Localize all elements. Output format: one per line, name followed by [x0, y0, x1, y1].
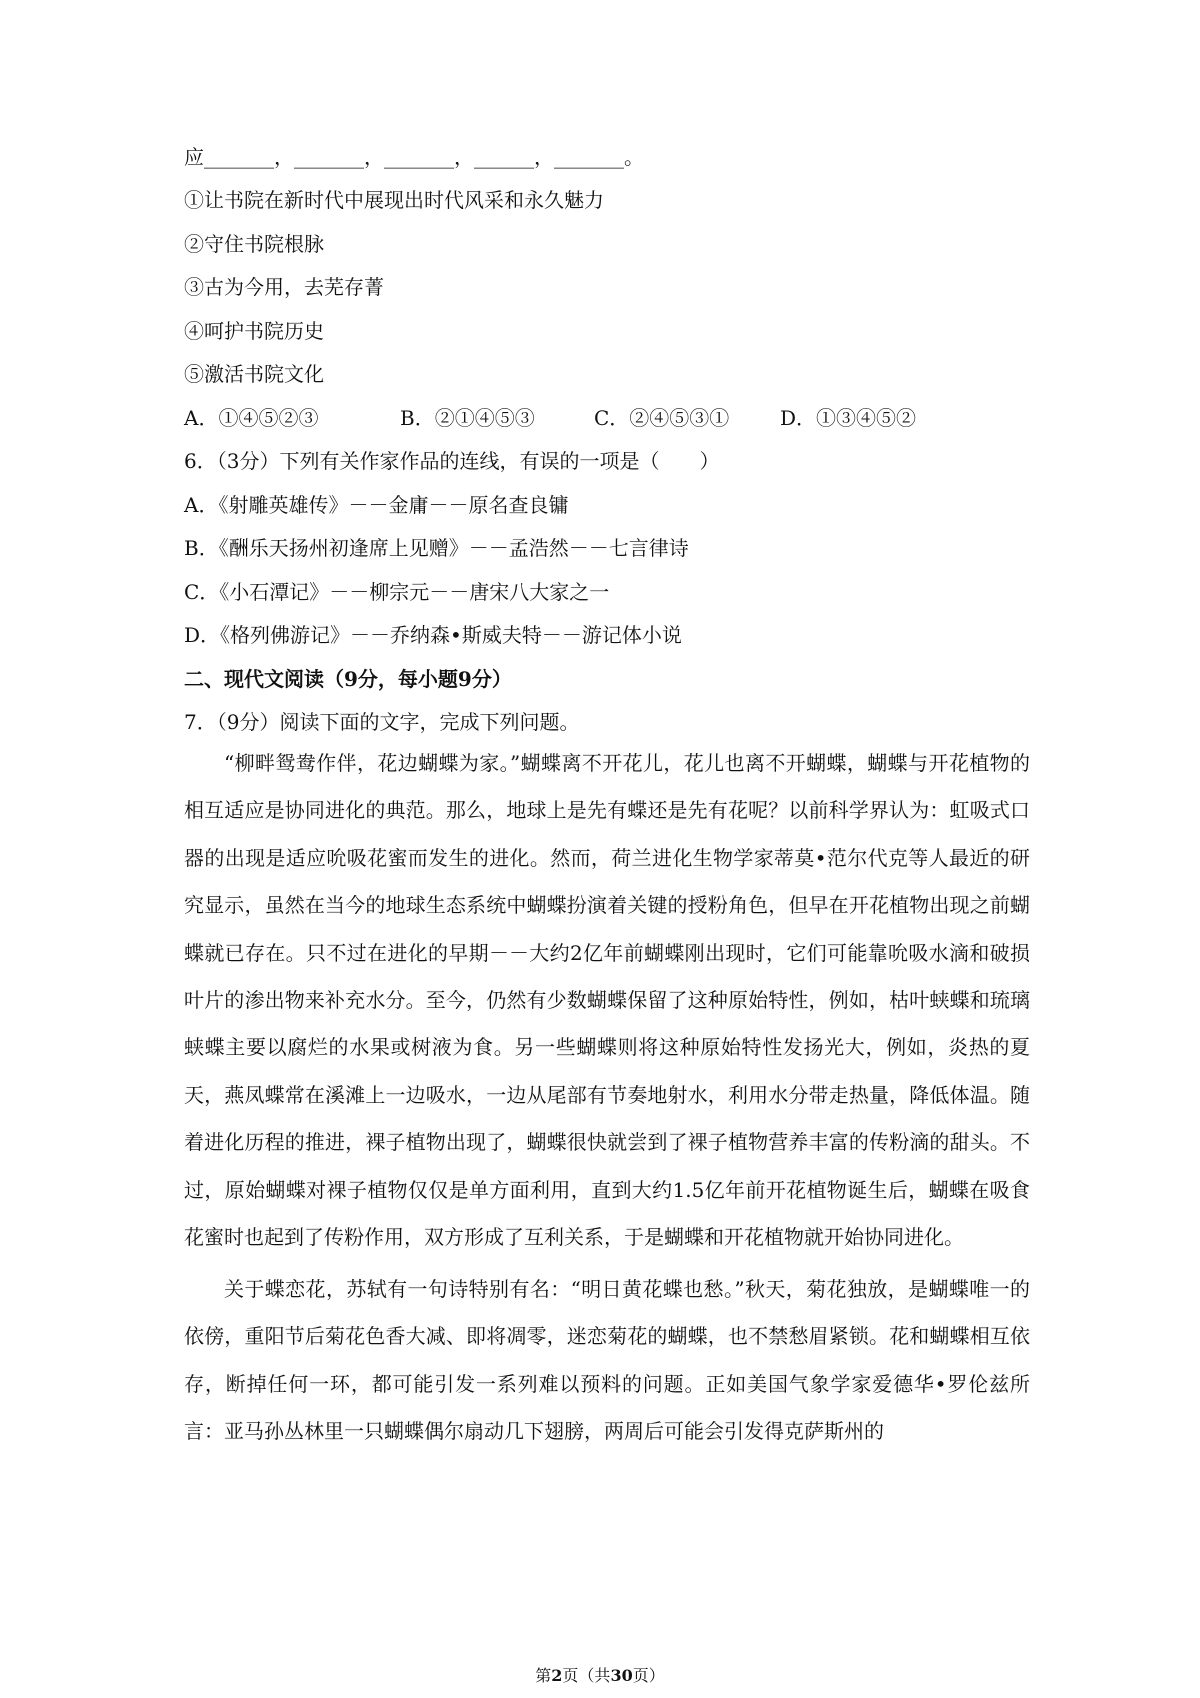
- q5-option-a: A．①④⑤②③: [184, 406, 319, 430]
- footer-middle: 页（共: [562, 1666, 611, 1685]
- sequence-item: ④呵护书院历史: [184, 319, 324, 343]
- q6-stem: 6．（3分）下列有关作家作品的连线，有误的一项是（ ）: [184, 449, 720, 473]
- footer-prefix: 第: [535, 1666, 552, 1685]
- fill-in-blank-line: 应_______，_______，_______，______，_______。: [184, 145, 644, 169]
- total-pages-number: 30: [610, 1666, 633, 1685]
- footer-suffix: 页）: [632, 1666, 665, 1685]
- reading-paragraph-1: “柳畔鸳鸯作伴，花边蝴蝶为家。”蝴蝶离不开花儿，花儿也离不开蝴蝶，蝴蝶与开花植物的相互适应是协同进化的典范。那么，地球上是先有蝶还是先有花呢？以前科学界认为：虹吸式口器的出现是适应吮吸花蜜而发生的进化。然而，荷兰进化生物学家蒂莫•范尔代克等人最近的研究显示，虽然在当今的地球生态系统中蝴蝶扮演着关键的授粉角色，但早在开花植物出现之前蝴蝶就已存在。只不过在进化的早期－－大约2亿年前蝴蝶刚出现时，它们可能靠吮吸水滴和破损叶片的渗出物来补充水分。至今，仍然有少数蝴蝶保留了这种原始特性，例如，枯叶蛱蝶和琉璃蛱蝶主要以腐烂的水果或树液为食。另一些蝴蝶则将这种原始特性发扬光大，例如，炎热的夏天，燕凤蝶常在溪滩上一边吸水，一边从尾部有节奏地射水，利用水分带走热量，降低体温。随着进化历程的推进，裸子植物出现了，蝴蝶很快就尝到了裸子植物营养丰富的传粉滴的甜头。不过，原始蝴蝶对裸子植物仅仅是单方面利用，直到大约1.5亿年前开花植物诞生后，蝴蝶在吸食花蜜时也起到了传粉作用，双方形成了互利关系，于是蝴蝶和开花植物就开始协同进化。: [184, 751, 1030, 1250]
- q5-option-d: D．①③④⑤②: [780, 406, 917, 430]
- sequence-item: ⑤激活书院文化: [184, 362, 324, 386]
- q5-option-b: B．②①④⑤③: [400, 406, 535, 430]
- page-footer: [0, 1666, 1200, 1686]
- q6-option-b: B．《酬乐天扬州初逢席上见赠》－－孟浩然－－七言律诗: [184, 536, 689, 560]
- sequence-item: ②守住书院根脉: [184, 232, 324, 256]
- sequence-item: ③古为今用，去芜存菁: [184, 275, 384, 299]
- q6-option-a: A．《射雕英雄传》－－金庸－－原名查良镛: [184, 493, 569, 517]
- q6-option-c: C．《小石潭记》－－柳宗元－－唐宋八大家之一: [184, 580, 610, 604]
- q5-options: [184, 405, 1034, 431]
- q7-stem: 7．（9分）阅读下面的文字，完成下列问题。: [184, 710, 580, 734]
- q5-option-c: C．②④⑤③①: [594, 406, 730, 430]
- q6-option-d: D．《格列佛游记》－－乔纳森•斯威夫特－－游记体小说: [184, 623, 682, 647]
- section-heading: 二、现代文阅读（9分，每小题9分）: [184, 667, 512, 691]
- reading-paragraph-2: 关于蝶恋花，苏轼有一句诗特别有名：“明日黄花蝶也愁。”秋天，菊花独放，是蝴蝶唯一的依傍，重阳节后菊花色香大减、即将凋零，迷恋菊花的蝴蝶，也不禁愁眉紧锁。花和蝴蝶相互依存，断掉任何一环，都可能引发一系列难以预料的问题。正如美国气象学家爱德华•罗伦兹所言：亚马孙丛林里一只蝴蝶偶尔扇动几下翅膀，两周后可能会引发得克萨斯州的: [184, 1277, 1030, 1444]
- sequence-item: ①让书院在新时代中展现出时代风采和永久魅力: [184, 188, 604, 212]
- current-page-number: 2: [551, 1666, 563, 1685]
